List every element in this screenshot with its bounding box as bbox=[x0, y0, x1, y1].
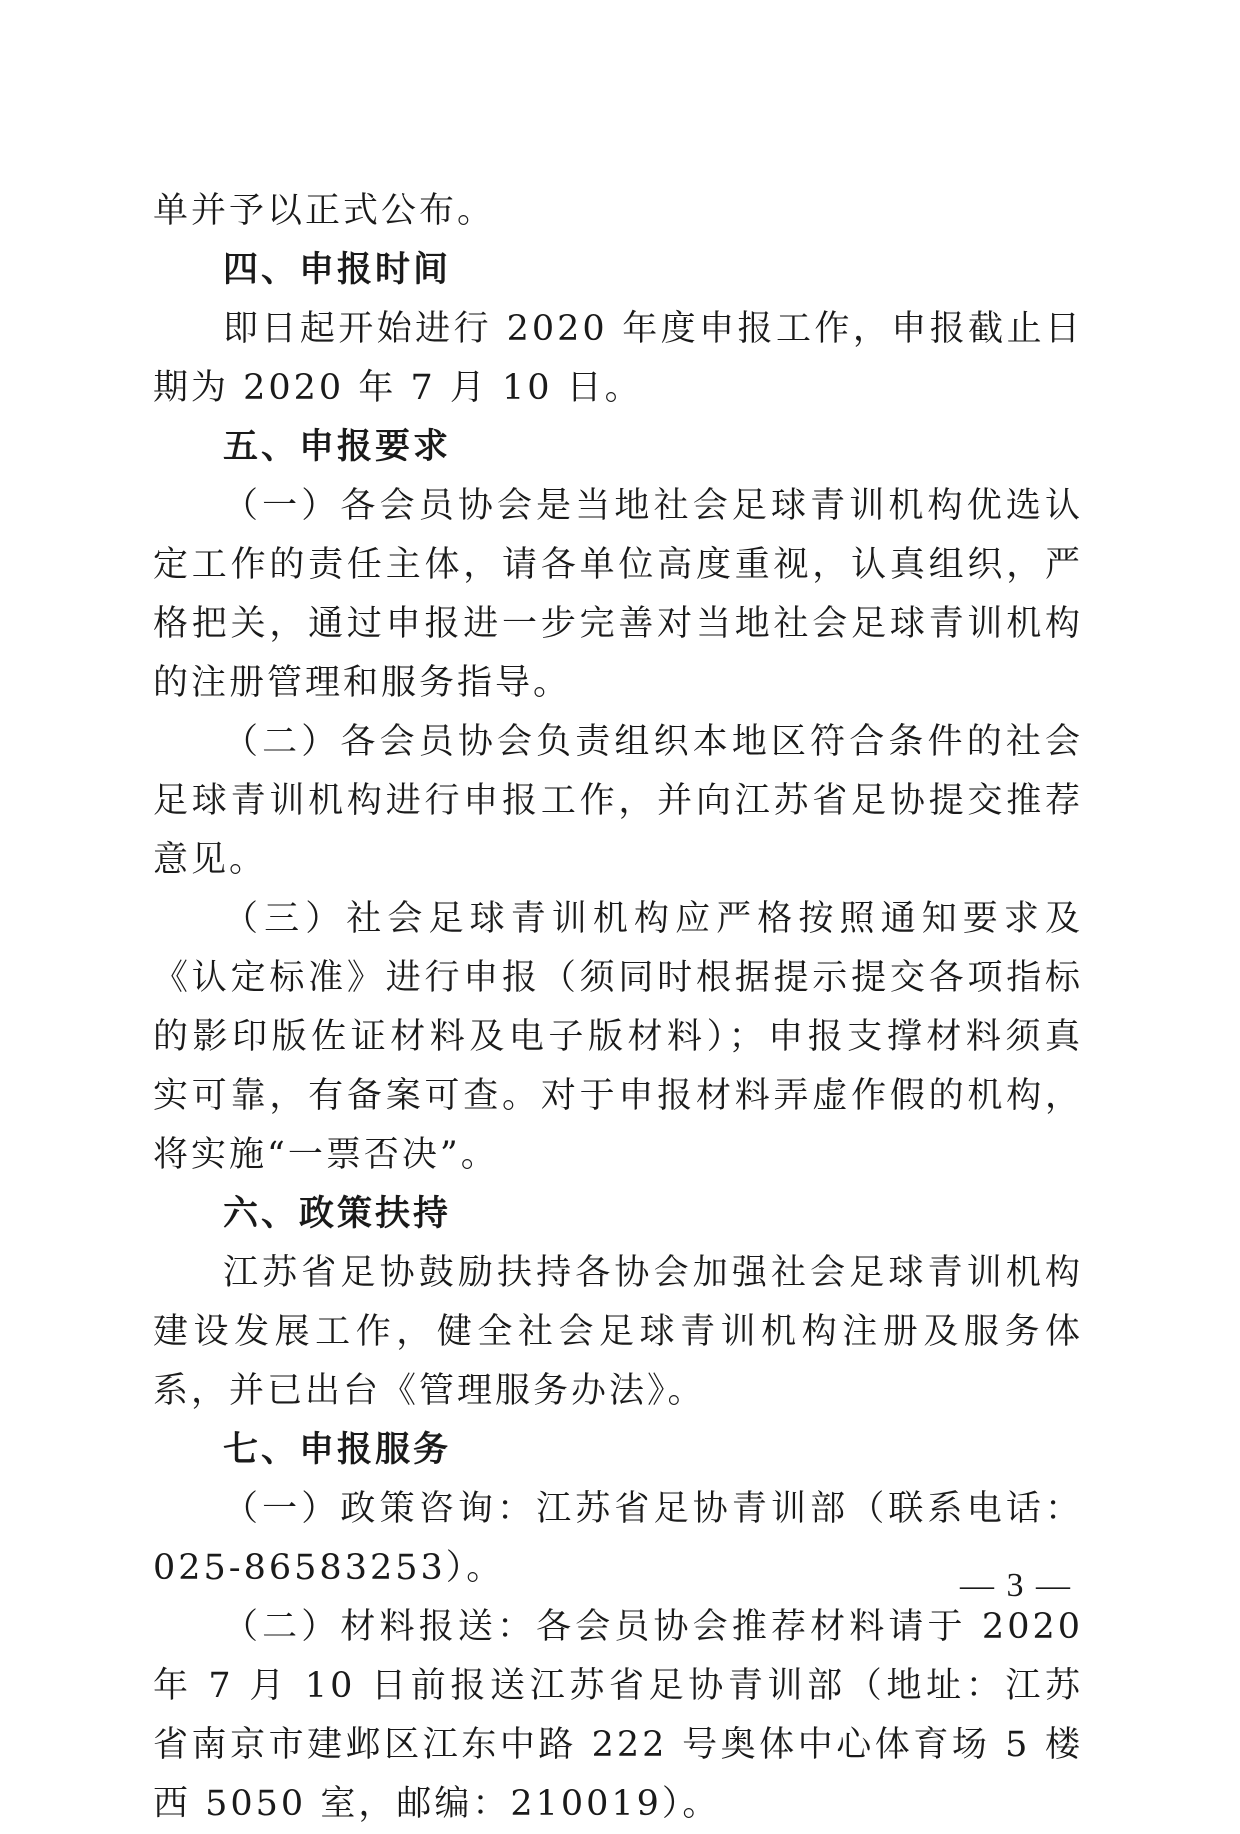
document-body bbox=[153, 182, 1083, 1834]
body-paragraph: 单并予以正式公布。 bbox=[153, 191, 496, 231]
body-paragraph: （一）政策咨询：江苏省足协青训部（联系电话：025-86583253）。 bbox=[153, 1489, 1083, 1588]
section-heading: 四、申报时间 bbox=[223, 250, 452, 290]
section-heading: 七、申报服务 bbox=[223, 1430, 452, 1470]
body-paragraph: （二）各会员协会负责组织本地区符合条件的社会足球青训机构进行申报工作，并向江苏省足协提交推荐意见。 bbox=[153, 722, 1083, 880]
body-paragraph: （二）材料报送：各会员协会推荐材料请于 2020 年 7 月 10 日前报送江苏省足协青训部（地址：江苏省南京市建邺区江东中路 222 号奥体中心体育场 5 楼西 5050 室，邮编：210019）。 bbox=[153, 1607, 1083, 1824]
body-paragraph: 即日起开始进行 2020 年度申报工作，申报截止日期为 2020 年 7 月 10 日。 bbox=[153, 309, 1083, 408]
body-paragraph: （一）各会员协会是当地社会足球青训机构优选认定工作的责任主体，请各单位高度重视，认真组织，严格把关，通过申报进一步完善对当地社会足球青训机构的注册管理和服务指导。 bbox=[153, 486, 1083, 703]
body-paragraph: 江苏省足协鼓励扶持各协会加强社会足球青训机构建设发展工作，健全社会足球青训机构注册及服务体系，并已出台《管理服务办法》。 bbox=[153, 1253, 1083, 1411]
section-heading: 五、申报要求 bbox=[223, 427, 452, 467]
section-heading: 六、政策扶持 bbox=[223, 1194, 452, 1234]
body-paragraph: （三）社会足球青训机构应严格按照通知要求及《认定标准》进行申报（须同时根据提示提交各项指标的影印版佐证材料及电子版材料）；申报支撑材料须真实可靠，有备案可查。对于申报材料弄虚作假的机构，将实施“一票否决”。 bbox=[153, 899, 1083, 1175]
page-number: — 3 — bbox=[960, 1567, 1072, 1604]
